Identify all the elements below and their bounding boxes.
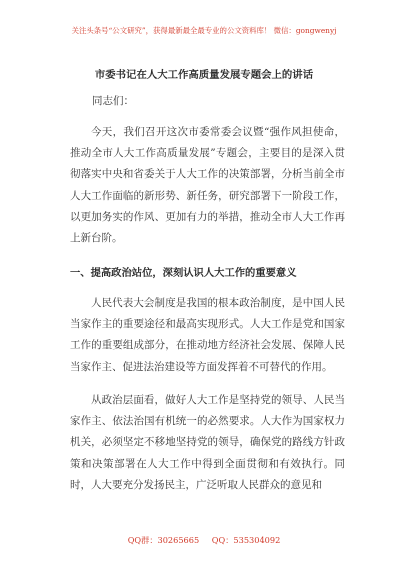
- header-promo-text: 关注头条号“公文研究”，获得最新最全最专业的公文资料库！ 微信：gongwenyj: [71, 26, 337, 35]
- qq-group-text: QQ群：30265665: [127, 535, 200, 545]
- paragraph-intro: 今天，我们召开这次市委常委会议暨“强作风担使命，推动全市人大工作高质量发展”专题会，主要目的是深入贯彻落实中央和省委关于人大工作的决策部署，分析当前全市人大工作面临的新形势、新任务，研究部署下一阶段工作，以更加务实的作风、更加有力的举措，推动全市人大工作再上新台阶。: [70, 126, 345, 245]
- salutation: 同志们：: [92, 95, 134, 107]
- footer-contact: [0, 535, 408, 546]
- qq-text: QQ：535304092: [211, 535, 281, 545]
- paragraph-political-level: 从政治层面看，做好人大工作是坚持党的领导、人民当家作主、依法治国有机统一的必然要求。人大作为国家权力机关，必须坚定不移地坚持党的领导，确保党的路线方针政策和决策部署在人大工作中得到全面贯彻和有效执行。同时，人大要充分发扬民主，广泛听取人民群众的意见和: [70, 394, 345, 491]
- paragraph-significance: 人民代表大会制度是我国的根本政治制度，是中国人民当家作主的重要途径和最高实现形式。人大工作是党和国家工作的重要组成部分，在推动地方经济社会发展、保障人民当家作主、促进法治建设等方面发挥着不可替代的作用。: [70, 297, 345, 373]
- section-heading-1: 一、提高政治站位，深刻认识人大工作的重要意义: [70, 267, 297, 279]
- document-title: 市委书记在人大工作高质量发展专题会上的讲话: [94, 69, 314, 81]
